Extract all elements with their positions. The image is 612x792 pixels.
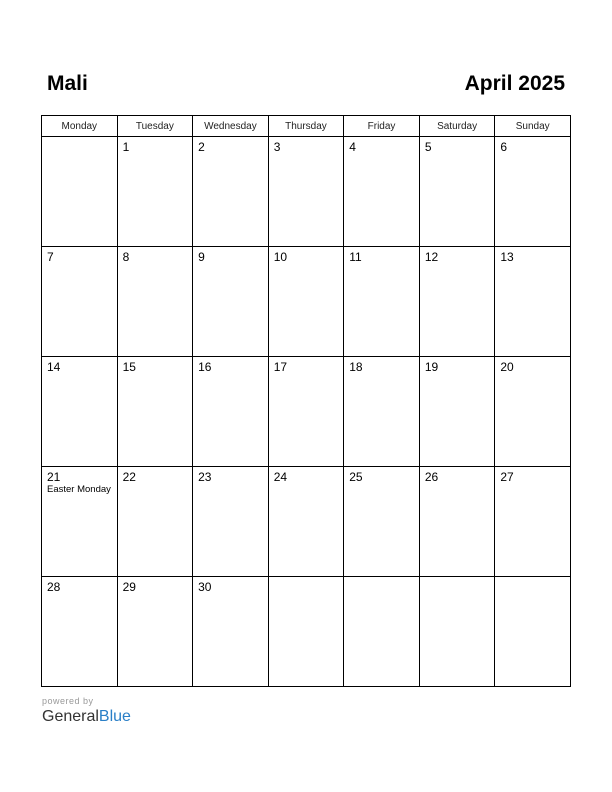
weekday-header: Sunday [495,116,571,137]
day-number: 14 [47,360,61,374]
day-cell [117,467,193,577]
day-number: 24 [273,470,288,484]
day-cell [42,467,118,577]
day-cell [344,357,420,467]
day-cell [42,247,118,357]
day-number: 16 [198,360,212,374]
day-number: 1 [122,140,130,154]
weekday-header: Tuesday [117,116,193,137]
day-number: 13 [500,250,514,264]
day-cell [419,577,495,687]
day-number: 18 [349,360,363,374]
brand-logo [42,708,131,726]
day-cell [117,137,193,247]
day-cell [344,467,420,577]
day-cell [193,137,269,247]
week-row [42,577,571,687]
brand-name-part2: Blue [98,708,131,725]
day-cell [268,137,344,247]
day-number: 28 [47,580,61,594]
day-number: 30 [198,580,212,594]
week-row [42,137,571,247]
day-cell [495,357,571,467]
day-number: 6 [500,140,508,154]
day-cell [193,467,269,577]
month-year-title: April 2025 [464,72,565,95]
brand-name-part1: General [42,708,99,725]
day-cell [268,247,344,357]
day-number: 4 [349,140,356,154]
day-cell [344,137,420,247]
day-number: 12 [424,250,439,264]
day-number: 11 [349,250,362,264]
weekday-header: Monday [42,116,118,137]
day-number: 9 [198,250,205,264]
day-number: 3 [273,140,281,154]
day-number: 10 [273,250,288,264]
day-number: 2 [198,140,205,154]
day-cell [268,577,344,687]
week-row [42,357,571,467]
day-cell [268,357,344,467]
day-number: 15 [122,360,136,374]
day-number: 23 [198,470,212,484]
day-number: 7 [47,250,54,264]
day-cell [419,137,495,247]
day-cell [344,577,420,687]
country-title: Mali [47,72,88,95]
day-cell [495,137,571,247]
day-number: 29 [122,580,136,594]
weekday-header: Saturday [419,116,495,137]
day-number: 5 [424,140,432,154]
day-number: 17 [273,360,288,374]
day-cell [495,247,571,357]
footer-branding [42,696,131,726]
day-cell [42,357,118,467]
day-cell [193,357,269,467]
day-cell [495,577,571,687]
day-cell [42,577,118,687]
powered-by-text: powered by [42,696,94,706]
week-row [42,467,571,577]
day-cell [419,247,495,357]
day-cell [117,577,193,687]
day-number: 20 [500,360,514,374]
day-cell [42,137,118,247]
day-cell [117,357,193,467]
day-cell [193,577,269,687]
day-number: 8 [122,250,130,264]
weekday-header-row [42,116,571,137]
day-number: 25 [349,470,363,484]
day-number: 22 [122,470,136,484]
weekday-header: Wednesday [193,116,269,137]
holiday-label: Easter Monday [47,484,111,495]
day-cell [495,467,571,577]
day-cell [419,467,495,577]
day-cell [419,357,495,467]
day-cell [268,467,344,577]
day-number: 19 [424,360,439,374]
day-cell [193,247,269,357]
day-cell [117,247,193,357]
weekday-header: Thursday [268,116,344,137]
day-number: 26 [424,470,439,484]
day-cell [344,247,420,357]
week-row [42,247,571,357]
weekday-header: Friday [344,116,420,137]
day-number: 21 [47,470,61,484]
day-number: 27 [500,470,514,484]
calendar-grid [41,115,571,687]
